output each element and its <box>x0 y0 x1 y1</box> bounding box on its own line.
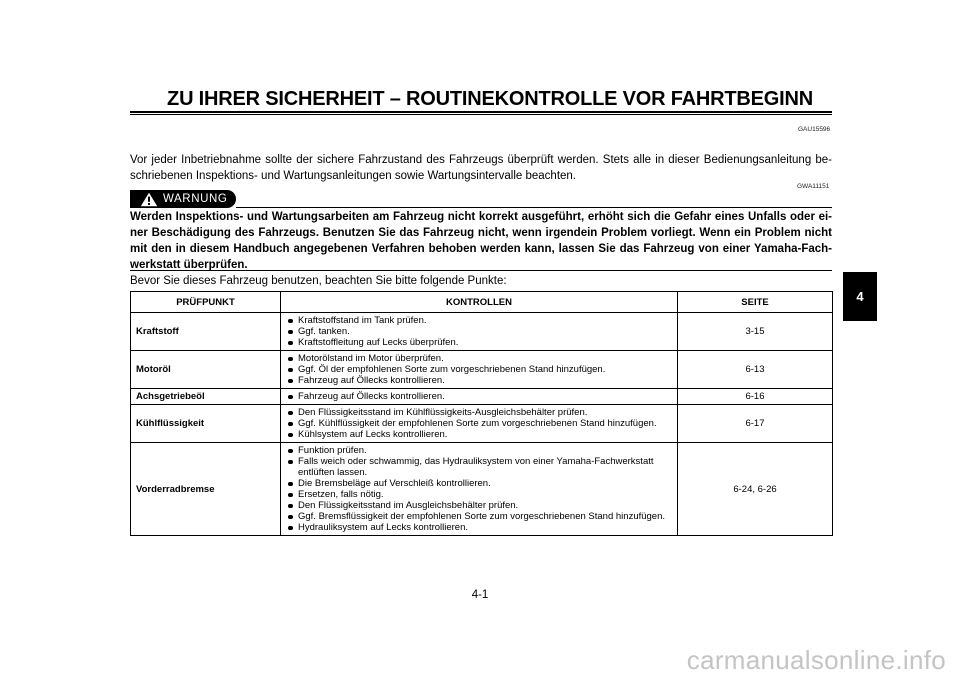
table-header-row <box>131 292 833 313</box>
section-code: GAU15596 <box>798 126 831 133</box>
page-ref-cell: 6-17 <box>678 405 833 443</box>
check-item: Funktion prüfen. <box>286 445 672 456</box>
page-ref-cell: 6-24, 6-26 <box>678 443 833 536</box>
column-header-page: SEITE <box>678 292 833 313</box>
page-ref-cell: 6-16 <box>678 389 833 405</box>
checkpoint-cell: Kraftstoff <box>131 313 281 351</box>
page-number: 4-1 <box>471 589 489 601</box>
warning-code: GWA11151 <box>797 183 830 190</box>
check-item: Ggf. Kühlflüssigkeit der empfohlenen Sorte zum vorgeschriebenen Stand hinzufügen. <box>286 418 672 429</box>
column-header-checks: KONTROLLEN <box>281 292 678 313</box>
checkpoint-cell: Motoröl <box>131 351 281 389</box>
page-title: ZU IHRER SICHERHEIT – ROUTINEKONTROLLE VOR FAHRTBEGINN <box>167 88 813 110</box>
checkpoint-cell: Achsgetriebeöl <box>131 389 281 405</box>
title-underline <box>130 111 832 115</box>
check-item: Kraftstoffleitung auf Lecks überprüfen. <box>286 337 672 348</box>
warning-triangle-icon <box>140 192 158 207</box>
table-row <box>131 389 833 405</box>
checklist-lead-text: Bevor Sie dieses Fahrzeug benutzen, beachten Sie bitte folgende Punkte: <box>130 275 507 287</box>
page-ref-cell: 3-15 <box>678 313 833 351</box>
warning-label: WARNUNG <box>163 193 228 205</box>
check-item: Ersetzen, falls nötig. <box>286 489 672 500</box>
table-row <box>131 351 833 389</box>
check-item: Die Bremsbeläge auf Verschleiß kontrollieren. <box>286 478 672 489</box>
warning-top-rule <box>236 207 832 208</box>
check-item: Fahrzeug auf Öllecks kontrollieren. <box>286 391 672 402</box>
check-item: Motorölstand im Motor überprüfen. <box>286 353 672 364</box>
table-row <box>131 405 833 443</box>
check-item: Kraftstoffstand im Tank prüfen. <box>286 315 672 326</box>
chapter-tab: 4 <box>843 272 877 321</box>
checks-cell <box>281 389 678 405</box>
watermark: carmanualsonline.info <box>686 645 946 675</box>
checkpoint-cell: Kühlflüssigkeit <box>131 405 281 443</box>
warning-badge <box>130 190 236 208</box>
table-row <box>131 313 833 351</box>
warning-bottom-rule <box>130 270 832 271</box>
column-header-checkpoint: PRÜFPUNKT <box>131 292 281 313</box>
checks-cell <box>281 351 678 389</box>
checkpoint-cell: Vorderradbremse <box>131 443 281 536</box>
intro-paragraph: Vor jeder Inbetriebnahme sollte der sichere Fahrzustand des Fahrzeugs überprüft werden. Stets alle in dieser Bedienungsanleitung be-schriebenen Inspektions- und Wartungsanleitungen sowie Wartungsintervalle beachten. <box>130 154 832 182</box>
check-item: Fahrzeug auf Öllecks kontrollieren. <box>286 375 672 386</box>
checks-cell <box>281 443 678 536</box>
check-item: Ggf. Bremsflüssigkeit der empfohlenen Sorte zum vorgeschriebenen Stand hinzufügen. <box>286 511 672 522</box>
checks-cell <box>281 405 678 443</box>
table-row <box>131 443 833 536</box>
check-item: Hydrauliksystem auf Lecks kontrollieren. <box>286 522 672 533</box>
checks-cell <box>281 313 678 351</box>
check-item: Den Flüssigkeitsstand im Ausgleichsbehälter prüfen. <box>286 500 672 511</box>
check-item: Den Flüssigkeitsstand im Kühlflüssigkeits-Ausgleichsbehälter prüfen. <box>286 407 672 418</box>
check-item: Ggf. Öl der empfohlenen Sorte zum vorgeschriebenen Stand hinzufügen. <box>286 364 672 375</box>
check-item: Kühlsystem auf Lecks kontrollieren. <box>286 429 672 440</box>
warning-text: Werden Inspektions- und Wartungsarbeiten am Fahrzeug nicht korrekt ausgeführt, erhöht sich die Gefahr eines Unfalls oder ei-ner Beschädigung des Fahrzeugs. Benutzen Sie das Fahrzeug nicht, wenn irgendein Problem vorliegt. Wenn ein Problem nicht mit den in diesem Handbuch angegebenen Verfahren behoben werden kann, lassen Sie das Fahrzeug von einer Yamaha-Fach-werkstatt überprüfen. <box>130 211 832 271</box>
pre-ride-checklist-table <box>130 291 833 536</box>
check-item: Ggf. tanken. <box>286 326 672 337</box>
page-ref-cell: 6-13 <box>678 351 833 389</box>
check-item: Falls weich oder schwammig, das Hydrauliksystem von einer Yamaha-Fachwerkstatt entlüften lassen. <box>286 456 672 478</box>
